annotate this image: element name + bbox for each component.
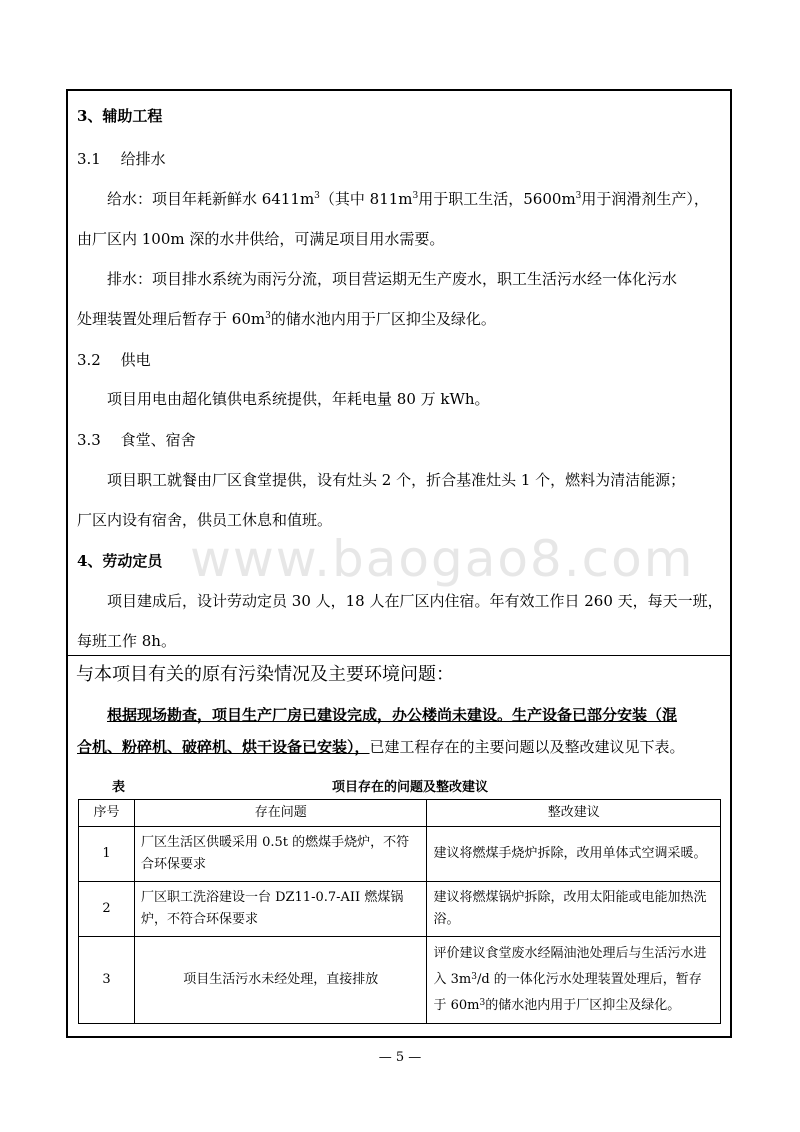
row-no: 3: [79, 937, 135, 1024]
watermark: www.baogao8.com: [190, 530, 695, 588]
table-row: [79, 882, 721, 937]
canteen-line-1: 项目职工就餐由厂区食堂提供，设有灶头 2 个，折合基准灶头 1 个，燃料为清洁能源；: [107, 471, 686, 489]
staffing-line-1: 项目建成后，设计劳动定员 30 人，18 人在厂区内住宿。年有效工作日 260 天，每天一班，: [107, 592, 723, 610]
row-advice: 建议将燃煤手烧炉拆除，改用单体式空调采暖。: [427, 827, 721, 882]
table-row: [79, 827, 721, 882]
section-divider: [66, 655, 732, 656]
canteen-line-2: 厂区内设有宿舍，供员工休息和值班。: [77, 511, 333, 529]
problems-line-1: 根据现场勘查，项目生产厂房已建设完成，办公楼尚未建设。生产设备已部分安装（混: [107, 706, 678, 724]
section-3-3-title: 3.3 食堂、宿舍: [77, 431, 196, 449]
section-3-title: 3、辅助工程: [77, 107, 163, 125]
drainage-line-1: 排水：项目排水系统为雨污分流，项目营运期无生产废水，职工生活污水经一体化污水: [107, 270, 678, 288]
row-advice: 建议将燃煤锅炉拆除，改用太阳能或电能加热洗浴。: [427, 882, 721, 937]
drainage-line-2: 处理装置处理后暂存于 $60m^3$的储水池内用于厂区抑尘及绿化。: [77, 310, 496, 328]
table-header-row: [79, 800, 721, 827]
section-3-1-title: 3.1 给排水: [77, 150, 166, 168]
staffing-line-2: 每班工作 8h。: [77, 632, 176, 650]
table-label: 表: [112, 780, 126, 795]
water-supply-line-1: 给水：项目年耗新鲜水 $6411m^3$（其中 $811m^3$用于职工生活，$5600m^3$用于润滑剂生产），: [107, 190, 709, 208]
row-issue: 项目生活污水未经处理，直接排放: [134, 937, 427, 1024]
section-3-2-title: 3.2 供电: [77, 351, 151, 369]
header-issue: 存在问题: [134, 800, 427, 827]
table-row: [79, 937, 721, 1024]
page-number: — 5 —: [378, 1050, 422, 1065]
section-4-title: 4、劳动定员: [77, 552, 163, 570]
table-caption: 项目存在的问题及整改建议: [332, 780, 489, 795]
issues-table: [78, 799, 721, 1024]
problems-line-2: 合机、粉碎机、破碎机、烘干设备已安装），已建工程存在的主要问题以及整改建议见下表。: [77, 738, 685, 756]
row-no: 1: [79, 827, 135, 882]
row-issue: 厂区职工洗浴建设一台 DZ11-0.7-AII 燃煤锅炉，不符合环保要求: [134, 882, 427, 937]
power-supply-text: 项目用电由超化镇供电系统提供，年耗电量 80 万 kWh。: [107, 390, 490, 408]
header-advice: 整改建议: [427, 800, 721, 827]
water-supply-line-2: 由厂区内 100m 深的水井供给，可满足项目用水需要。: [77, 230, 445, 248]
row-advice: 评价建议食堂废水经隔油池处理后与生活污水进入 $3m^3/d$ 的一体化污水处理装置处理后，暂存于 $60m^3$的储水池内用于厂区抑尘及绿化。: [427, 937, 721, 1024]
problems-heading: 与本项目有关的原有污染情况及主要环境问题：: [76, 664, 454, 685]
header-no: 序号: [79, 800, 135, 827]
row-issue: 厂区生活区供暖采用 0.5t 的燃煤手烧炉，不符合环保要求: [134, 827, 427, 882]
row-no: 2: [79, 882, 135, 937]
